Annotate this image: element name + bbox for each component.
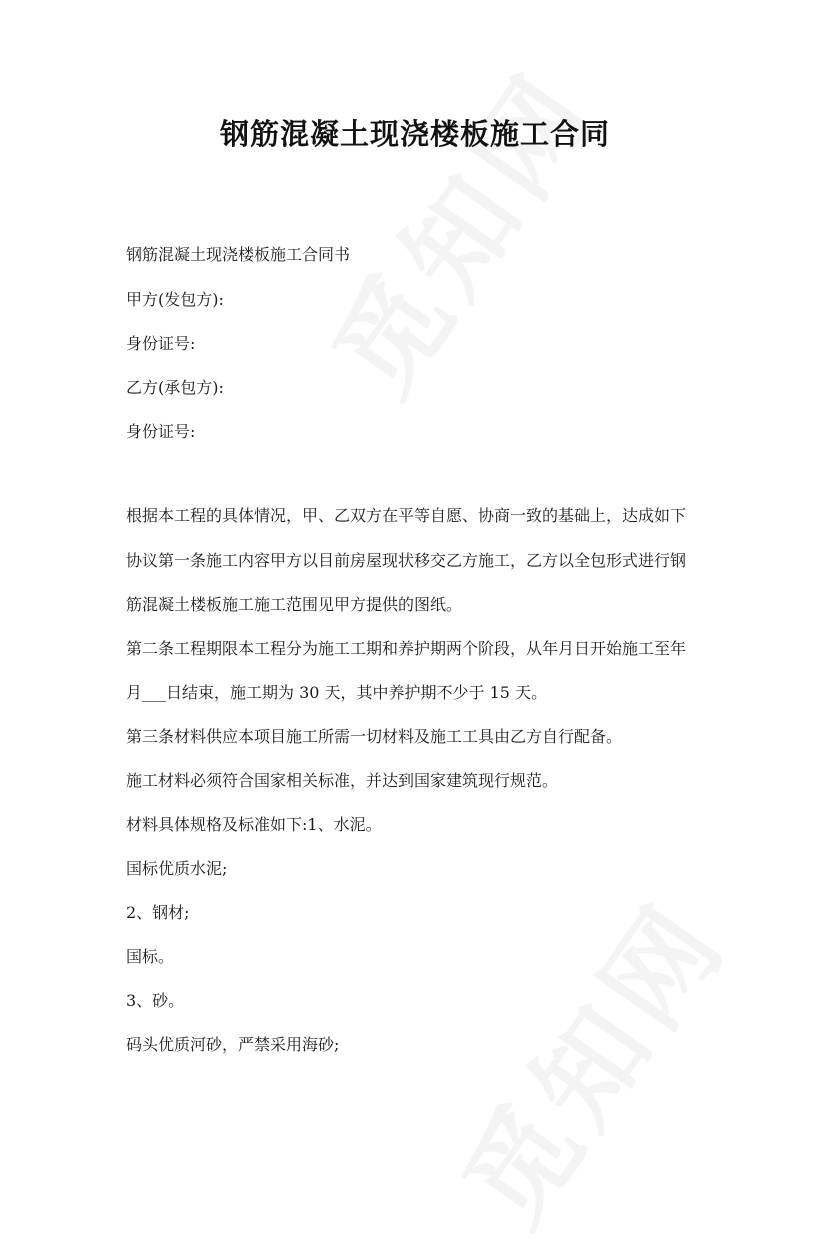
party-b-label: 乙方(承包方):	[126, 378, 224, 397]
body-paragraph-line: 筋混凝土楼板施工施工范围见甲方提供的图纸。	[126, 595, 463, 614]
body-paragraph-line: 第三条材料供应本项目施工所需一切材料及施工工具由乙方自行配备。	[126, 727, 623, 746]
body-paragraph-line: 国标。	[126, 947, 175, 966]
body-paragraph-line: 码头优质河砂，严禁采用海砂;	[126, 1035, 340, 1054]
contract-subtitle: 钢筋混凝土现浇楼板施工合同书	[126, 245, 351, 264]
party-a-label: 甲方(发包方):	[126, 290, 224, 309]
body-paragraph-line: 月___日结束，施工期为 30 天，其中养护期不少于 15 天。	[126, 683, 548, 702]
document-title: 钢筋混凝土现浇楼板施工合同	[219, 117, 610, 151]
body-paragraph-line: 协议第一条施工内容甲方以目前房屋现状移交乙方施工，乙方以全包形式进行钢	[126, 551, 687, 570]
body-paragraph-line: 3、砂。	[126, 991, 185, 1010]
party-a-id-label: 身份证号:	[126, 334, 196, 353]
body-paragraph-line: 2、钢材;	[126, 903, 190, 922]
watermark-logo	[290, 35, 626, 421]
body-paragraph-line: 根据本工程的具体情况，甲、乙双方在平等自愿、协商一致的基础上，达成如下	[126, 506, 687, 525]
body-paragraph-line: 国标优质水泥;	[126, 859, 228, 878]
body-paragraph-line: 材料具体规格及标准如下:1、水泥。	[126, 815, 382, 834]
watermark-logo	[420, 865, 756, 1251]
body-paragraph-line: 第二条工程期限本工程分为施工工期和养护期两个阶段，从年月日开始施工至年	[126, 639, 687, 658]
party-b-id-label: 身份证号:	[126, 422, 196, 441]
body-paragraph-line: 施工材料必须符合国家相关标准，并达到国家建筑现行规范。	[126, 771, 559, 790]
